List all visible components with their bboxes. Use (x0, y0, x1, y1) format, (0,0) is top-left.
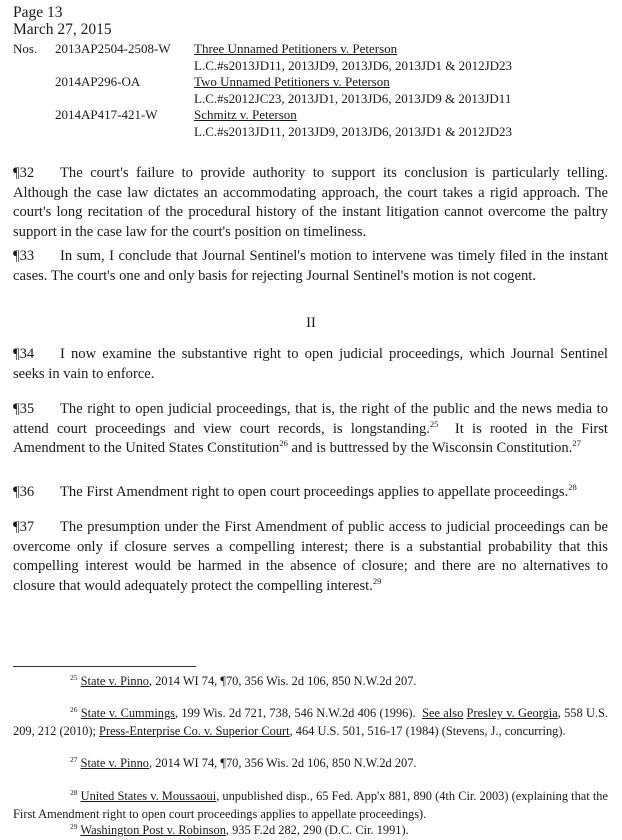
see-also-signal: See also (422, 706, 464, 720)
citation-text: , 2014 WI 74, ¶70, 356 Wis. 2d 106, 850 N.W.2d 207. (149, 756, 417, 770)
paragraph-number: ¶33 (13, 248, 35, 264)
caption-row (13, 124, 613, 141)
case-citation: United States v. Moussaoui (80, 789, 217, 803)
citation-text: , unpublished disp., 65 Fed. App'x 881, 890 (4th Cir. 2003) (explaining that the First Amendment right to open court proceedings applies to appellate proceedings). (13, 789, 608, 821)
citation-text: , 2014 WI 74, ¶70, 356 Wis. 2d 106, 850 N.W.2d 207. (149, 674, 417, 688)
footnote-ref[interactable]: 27 (572, 438, 581, 448)
citation-text: , 558 U.S. 209, 212 (2010); (13, 706, 608, 738)
case-title: Three Unnamed Petitioners v. Peterson (194, 41, 398, 56)
paragraph-text: The right to open judicial proceedings, that is, the right of the public and the news media to attend court proceedings and view court records, is longstanding. (13, 401, 608, 437)
case-citation: State v. Pinno (80, 674, 149, 688)
case-number: 2014AP296-OA (55, 74, 141, 89)
case-caption (13, 41, 613, 140)
case-number: 2014AP417-421-W (55, 107, 158, 122)
paragraph-37 (13, 518, 608, 596)
case-number: 2013AP2504-2508-W (55, 41, 171, 56)
paragraph-number: ¶35 (13, 401, 35, 417)
lower-court-numbers: L.C.#s2013JD11, 2013JD9, 2013JD6, 2013JD1 & 2012JD23 (194, 57, 513, 73)
footnote-ref[interactable]: 26 (279, 438, 288, 448)
paragraph-36 (13, 483, 608, 503)
page-date: March 27, 2015 (13, 21, 112, 38)
lower-court-numbers: L.C.#s2013JD11, 2013JD9, 2013JD6, 2013JD1 & 2012JD23 (194, 123, 513, 139)
citation-text: , 935 F.2d 282, 290 (D.C. Cir. 1991). (225, 823, 409, 837)
paragraph-text: The First Amendment right to open court proceedings applies to appellate proceedings. (60, 484, 569, 500)
footnote-ref[interactable]: 25 (429, 418, 439, 429)
caption-row (13, 58, 613, 75)
section-heading: II (306, 315, 316, 331)
footnote-number: 28 (70, 788, 78, 797)
case-citation: State v. Cummings (80, 706, 175, 720)
citation-text: , 464 U.S. 501, 516-17 (1984) (Stevens, J., concurring). (289, 723, 566, 738)
paragraph-number: ¶34 (13, 346, 35, 362)
caption-row (13, 74, 613, 91)
footnote-number: 25 (70, 673, 78, 682)
caption-row (13, 107, 613, 124)
paragraph-33 (13, 247, 608, 286)
paragraph-number: ¶36 (13, 484, 35, 500)
footnote-number: 26 (70, 705, 78, 714)
footnote-divider (13, 666, 196, 667)
case-citation: Press-Enterprise Co. v. Superior Court (99, 723, 290, 738)
footnote-27 (13, 755, 608, 773)
footnote-25 (13, 673, 608, 691)
nos-label: Nos. (13, 41, 38, 56)
paragraph-34 (13, 345, 608, 384)
citation-text: , 199 Wis. 2d 721, 738, 546 N.W.2d 406 (1996). (174, 706, 423, 720)
footnote-ref[interactable]: 29 (372, 575, 382, 586)
footnote-number: 27 (70, 755, 78, 764)
paragraph-number: ¶32 (13, 165, 35, 181)
page-number: Page 13 (13, 4, 63, 21)
paragraph-text: The presumption under the First Amendment of public access to judicial proceedings can be overcome only if closure serves a compelling interest; there is a substantial probability that this compelling interest would be harmed in the absence of closure; and there are no alternatives to closure that would adequately protect the compelling interest. (13, 519, 608, 594)
page-header (13, 4, 112, 38)
paragraph-text: The court's failure to provide authority to support its conclusion is particularly telling. Although the case law dictates an accommodating approach, the court takes a rigid approach. The court's long recitation of the procedural history of the instant litigation cannot overcome the paltry support in the case law for the court's position on timeliness. (13, 165, 608, 240)
paragraph-32 (13, 164, 608, 242)
paragraph-text: In sum, I conclude that Journal Sentinel's motion to intervene was timely filed in the instant cases. The court's one and only basis for rejecting Journal Sentinel's motion is not cogent. (13, 248, 608, 284)
paragraph-text: I now examine the substantive right to open judicial proceedings, which Journal Sentinel seeks in vain to enforce. (13, 346, 608, 382)
caption-row (13, 91, 613, 108)
case-title: Two Unnamed Petitioners v. Peterson (194, 74, 390, 89)
footnote-29 (13, 822, 608, 840)
paragraph-text: It is rooted in the First Amendment to the United States Constitution (13, 420, 611, 456)
paragraph-text: and is buttressed by the Wisconsin Constitution. (287, 440, 573, 456)
footnote-ref[interactable]: 28 (568, 482, 577, 492)
footnote-28 (13, 788, 608, 823)
paragraph-number: ¶37 (13, 519, 35, 535)
case-citation: Presley v. Georgia (466, 706, 558, 720)
caption-row (13, 41, 613, 58)
lower-court-numbers: L.C.#s2012JC23, 2013JD1, 2013JD6, 2013JD9 & 2013JD11 (194, 90, 512, 106)
case-title: Schmitz v. Peterson (194, 107, 297, 122)
case-citation: State v. Pinno (80, 756, 149, 770)
footnote-26 (13, 705, 608, 740)
case-citation: Washington Post v. Robinson (80, 823, 226, 837)
footnote-number: 29 (70, 822, 78, 831)
paragraph-35 (13, 400, 611, 459)
